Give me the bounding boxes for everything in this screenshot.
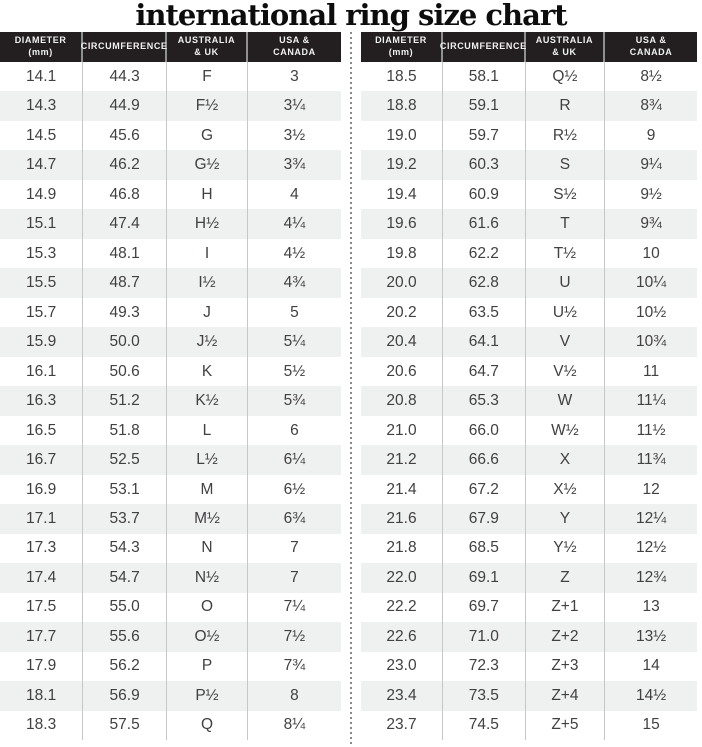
table-row: [361, 357, 697, 386]
table-cell: 50.0: [83, 327, 167, 356]
column-header-label: AUSTRALIA: [535, 35, 594, 46]
table-cell: 55.6: [83, 622, 167, 651]
table-cell: 54.3: [83, 534, 167, 563]
table-row: [361, 504, 697, 533]
table-row: [361, 416, 697, 445]
column-header-australia-uk: [167, 32, 248, 62]
table-cell: 10: [642, 244, 660, 262]
table-cell: 67.9: [443, 504, 526, 533]
table-row: [0, 445, 341, 474]
table-cell: 10½: [636, 303, 667, 321]
table-row: [361, 681, 697, 710]
table-cell: 8½: [640, 67, 662, 85]
ring-size-table-right: [361, 32, 697, 740]
table-cell: U½: [526, 298, 606, 327]
table-cell: 15.9: [0, 327, 83, 356]
table-row: [0, 711, 341, 740]
table-cell: 17.7: [0, 622, 83, 651]
table-cell: 15.3: [0, 239, 83, 268]
table-cell: V½: [526, 357, 606, 386]
table-row: [0, 180, 341, 209]
table-cell: 21.4: [361, 475, 443, 504]
table-cell: N: [167, 534, 248, 563]
column-header-label: CIRCUMFERENCE: [439, 41, 527, 52]
table-cell: 57.5: [83, 711, 167, 740]
table-row: [0, 622, 341, 651]
table-row: [361, 298, 697, 327]
table-cell: 51.8: [83, 416, 167, 445]
table-cell: 17.9: [0, 652, 83, 681]
table-cell: 3½: [283, 126, 306, 144]
table-cell: 7: [290, 539, 299, 557]
table-cell: 18.5: [361, 62, 443, 91]
table-cell: 16.9: [0, 475, 83, 504]
table-cell: 44.3: [83, 62, 167, 91]
table-cell: 17.5: [0, 593, 83, 622]
column-header-usa-canada: [605, 32, 697, 62]
table-header-row: [361, 32, 697, 62]
table-cell: 9¾: [640, 215, 662, 233]
table-row: [361, 386, 697, 415]
table-row: [361, 652, 697, 681]
table-cell: 7¾: [283, 657, 306, 675]
column-header-label: CANADA: [273, 47, 316, 57]
table-cell: 3¾: [283, 156, 306, 174]
table-row: [361, 534, 697, 563]
column-header-label: DIAMETER: [14, 35, 67, 46]
table-cell: S: [526, 150, 606, 179]
column-header-label: DIAMETER: [375, 35, 427, 46]
table-cell: 13½: [636, 627, 667, 645]
table-row: [0, 504, 341, 533]
table-cell: 3: [290, 67, 299, 85]
table-cell: Z+1: [526, 593, 606, 622]
table-cell: 11¾: [636, 451, 666, 469]
table-row: [361, 445, 697, 474]
table-row: [0, 209, 341, 238]
table-cell: 55.0: [83, 593, 167, 622]
table-cell: 21.2: [361, 445, 443, 474]
table-cell: 64.7: [443, 357, 526, 386]
table-cell: 66.0: [443, 416, 526, 445]
table-row: [361, 91, 697, 120]
table-cell: 20.0: [361, 268, 443, 297]
table-cell: F½: [167, 91, 248, 120]
table-row: [361, 475, 697, 504]
table-cell: 9: [646, 126, 656, 144]
column-header-label: USA &: [635, 35, 667, 46]
table-row: [0, 563, 341, 592]
table-cell: 21.0: [361, 416, 443, 445]
table-cell: K½: [167, 386, 248, 415]
table-row: [0, 593, 341, 622]
table-cell: 16.7: [0, 445, 83, 474]
table-cell: 19.6: [361, 209, 443, 238]
table-cell: O½: [167, 622, 248, 651]
table-cell: 23.4: [361, 681, 443, 710]
table-cell: 48.1: [83, 239, 167, 268]
table-row: [361, 121, 697, 150]
table-cell: N½: [167, 563, 248, 592]
table-cell: H½: [167, 209, 248, 238]
table-cell: Y½: [526, 534, 606, 563]
table-cell: 20.8: [361, 386, 443, 415]
table-cell: 10¾: [636, 333, 667, 351]
column-header-australia-uk: [526, 32, 606, 62]
column-header-diameter: [361, 32, 443, 62]
table-cell: 4¾: [283, 274, 306, 292]
table-cell: S½: [526, 180, 606, 209]
table-cell: Q½: [526, 62, 606, 91]
tables-container: [0, 32, 702, 747]
table-row: [361, 268, 697, 297]
table-cell: M½: [167, 504, 248, 533]
table-cell: 62.2: [443, 239, 526, 268]
table-cell: Q: [167, 711, 248, 740]
table-cell: 53.7: [83, 504, 167, 533]
table-cell: 6¾: [283, 510, 306, 527]
table-cell: 46.8: [83, 180, 167, 209]
table-cell: 7: [290, 568, 299, 586]
table-row: [0, 239, 341, 268]
table-row: [361, 150, 697, 179]
table-cell: 6: [290, 421, 299, 439]
column-header-circumference: [439, 32, 527, 62]
table-cell: 5¾: [283, 392, 306, 410]
table-row: [361, 711, 697, 740]
table-cell: 64.1: [443, 327, 526, 356]
table-cell: 16.3: [0, 386, 83, 415]
column-header-label: (mm): [388, 47, 414, 57]
table-cell: 17.1: [0, 504, 83, 533]
table-cell: 19.2: [361, 150, 443, 179]
table-cell: 56.2: [83, 652, 167, 681]
table-cell: 16.5: [0, 416, 83, 445]
table-body: [0, 62, 341, 740]
table-cell: 12¾: [636, 568, 667, 586]
table-row: [0, 416, 341, 445]
table-cell: T½: [526, 239, 606, 268]
table-cell: J½: [167, 327, 248, 356]
table-cell: 23.0: [361, 652, 443, 681]
table-cell: 73.5: [443, 681, 526, 710]
table-cell: P: [167, 652, 248, 681]
table-row: [361, 62, 697, 91]
column-header-label: CANADA: [629, 47, 673, 57]
table-row: [0, 357, 341, 386]
table-cell: 12½: [636, 539, 667, 557]
table-cell: 50.6: [83, 357, 167, 386]
table-cell: 69.1: [443, 563, 526, 592]
table-row: [361, 563, 697, 592]
table-cell: 15.5: [0, 268, 83, 297]
table-cell: X½: [526, 475, 606, 504]
column-header-label: USA &: [279, 35, 310, 46]
table-cell: 49.3: [83, 298, 167, 327]
table-cell: 14½: [636, 686, 667, 704]
table-cell: 14.9: [0, 180, 83, 209]
table-cell: 15.1: [0, 209, 83, 238]
table-body: [361, 62, 697, 740]
table-cell: 14.5: [0, 121, 83, 150]
table-cell: 4½: [283, 244, 306, 262]
table-row: [361, 593, 697, 622]
table-cell: 11: [643, 362, 660, 380]
column-header-label: AUSTRALIA: [177, 35, 236, 46]
table-cell: W½: [526, 416, 606, 445]
table-cell: 69.7: [443, 593, 526, 622]
table-cell: 52.5: [83, 445, 167, 474]
table-cell: 14.7: [0, 150, 83, 179]
table-row: [0, 268, 341, 297]
column-header-label: & UK: [194, 47, 219, 57]
table-cell: 14: [642, 657, 660, 675]
table-cell: 5: [290, 303, 299, 321]
table-cell: 18.8: [361, 91, 443, 120]
table-cell: T: [526, 209, 606, 238]
table-row: [0, 62, 341, 91]
table-cell: G: [167, 121, 248, 150]
ring-size-table-left: [0, 32, 341, 740]
table-cell: 17.4: [0, 563, 83, 592]
table-cell: I: [167, 239, 248, 268]
column-header-usa-canada: [248, 32, 341, 62]
table-cell: 74.5: [443, 711, 526, 740]
table-cell: 19.8: [361, 239, 443, 268]
table-cell: 4: [290, 185, 299, 203]
table-cell: 47.4: [83, 209, 167, 238]
table-cell: Z: [526, 563, 606, 592]
table-header-row: [0, 32, 341, 62]
table-cell: 60.3: [443, 150, 526, 179]
table-cell: 10¼: [636, 274, 667, 292]
table-row: [0, 475, 341, 504]
page-title: international ring size chart: [135, 0, 567, 32]
table-cell: Z+3: [526, 652, 606, 681]
table-cell: 14.3: [0, 91, 83, 120]
table-cell: 7½: [283, 627, 306, 645]
table-cell: 62.8: [443, 268, 526, 297]
table-cell: U: [526, 268, 606, 297]
table-cell: L½: [167, 445, 248, 474]
table-cell: 6½: [283, 480, 306, 498]
table-cell: R: [526, 91, 606, 120]
table-row: [361, 180, 697, 209]
column-header-label: & UK: [552, 47, 577, 57]
table-cell: M: [167, 475, 248, 504]
table-cell: 16.1: [0, 357, 83, 386]
table-cell: 21.8: [361, 534, 443, 563]
dotted-table-divider: [341, 32, 361, 746]
table-cell: 5¼: [283, 333, 306, 351]
table-row: [361, 327, 697, 356]
table-cell: 53.1: [83, 475, 167, 504]
table-cell: 61.6: [443, 209, 526, 238]
table-cell: 19.4: [361, 180, 443, 209]
table-cell: R½: [526, 121, 606, 150]
table-cell: 48.7: [83, 268, 167, 297]
table-cell: 13: [642, 598, 660, 616]
table-cell: 45.6: [83, 121, 167, 150]
table-cell: V: [526, 327, 606, 356]
table-cell: 12: [642, 480, 660, 498]
table-cell: 5½: [283, 362, 306, 380]
column-header-label: (mm): [28, 47, 53, 57]
table-cell: L: [167, 416, 248, 445]
table-cell: 22.6: [361, 622, 443, 651]
table-cell: F: [167, 62, 248, 91]
table-cell: 58.1: [443, 62, 526, 91]
table-cell: 59.1: [443, 91, 526, 120]
table-cell: 18.1: [0, 681, 83, 710]
table-cell: 8¼: [283, 716, 306, 734]
table-cell: 3¼: [283, 97, 306, 115]
table-cell: 46.2: [83, 150, 167, 179]
table-cell: 56.9: [83, 681, 167, 710]
table-cell: 15: [642, 716, 660, 734]
table-cell: X: [526, 445, 606, 474]
table-row: [0, 298, 341, 327]
table-cell: 54.7: [83, 563, 167, 592]
table-row: [0, 150, 341, 179]
table-cell: 44.9: [83, 91, 167, 120]
table-row: [0, 681, 341, 710]
table-cell: 20.6: [361, 357, 443, 386]
table-row: [0, 534, 341, 563]
dotted-divider-line: [350, 32, 352, 746]
table-row: [361, 239, 697, 268]
table-cell: 17.3: [0, 534, 83, 563]
table-cell: 21.6: [361, 504, 443, 533]
table-cell: 67.2: [443, 475, 526, 504]
table-cell: 14.1: [0, 62, 83, 91]
table-cell: Z+2: [526, 622, 606, 651]
table-cell: 6¼: [283, 451, 306, 469]
table-cell: Z+4: [526, 681, 606, 710]
table-cell: P½: [167, 681, 248, 710]
column-header-label: CIRCUMFERENCE: [80, 41, 168, 52]
table-cell: 63.5: [443, 298, 526, 327]
table-row: [0, 327, 341, 356]
table-row: [0, 652, 341, 681]
table-cell: 4¼: [283, 215, 306, 233]
table-cell: G½: [167, 150, 248, 179]
table-cell: 22.0: [361, 563, 443, 592]
table-cell: O: [167, 593, 248, 622]
table-cell: 60.9: [443, 180, 526, 209]
table-cell: Y: [526, 504, 606, 533]
table-cell: 7¼: [283, 598, 306, 616]
table-row: [361, 209, 697, 238]
table-cell: 20.2: [361, 298, 443, 327]
table-row: [0, 386, 341, 415]
table-cell: 68.5: [443, 534, 526, 563]
table-cell: 23.7: [361, 711, 443, 740]
table-cell: W: [526, 386, 606, 415]
table-cell: 8: [290, 686, 299, 704]
table-cell: 9¼: [640, 156, 662, 174]
table-cell: 20.4: [361, 327, 443, 356]
table-cell: 65.3: [443, 386, 526, 415]
table-cell: 9½: [640, 185, 662, 203]
table-cell: 11½: [636, 421, 666, 439]
table-row: [0, 91, 341, 120]
table-cell: 71.0: [443, 622, 526, 651]
table-row: [0, 121, 341, 150]
table-cell: 59.7: [443, 121, 526, 150]
column-header-circumference: [80, 32, 168, 62]
column-header-diameter: [0, 32, 83, 62]
table-cell: 19.0: [361, 121, 443, 150]
table-row: [361, 622, 697, 651]
table-cell: 18.3: [0, 711, 83, 740]
table-cell: 22.2: [361, 593, 443, 622]
table-cell: 11¼: [636, 392, 666, 410]
table-cell: K: [167, 357, 248, 386]
table-cell: J: [167, 298, 248, 327]
table-cell: 8¾: [640, 97, 662, 115]
table-cell: 66.6: [443, 445, 526, 474]
table-cell: 15.7: [0, 298, 83, 327]
table-cell: I½: [167, 268, 248, 297]
table-cell: 72.3: [443, 652, 526, 681]
table-cell: H: [167, 180, 248, 209]
table-cell: 51.2: [83, 386, 167, 415]
table-cell: Z+5: [526, 711, 606, 740]
table-cell: 12¼: [636, 510, 667, 527]
